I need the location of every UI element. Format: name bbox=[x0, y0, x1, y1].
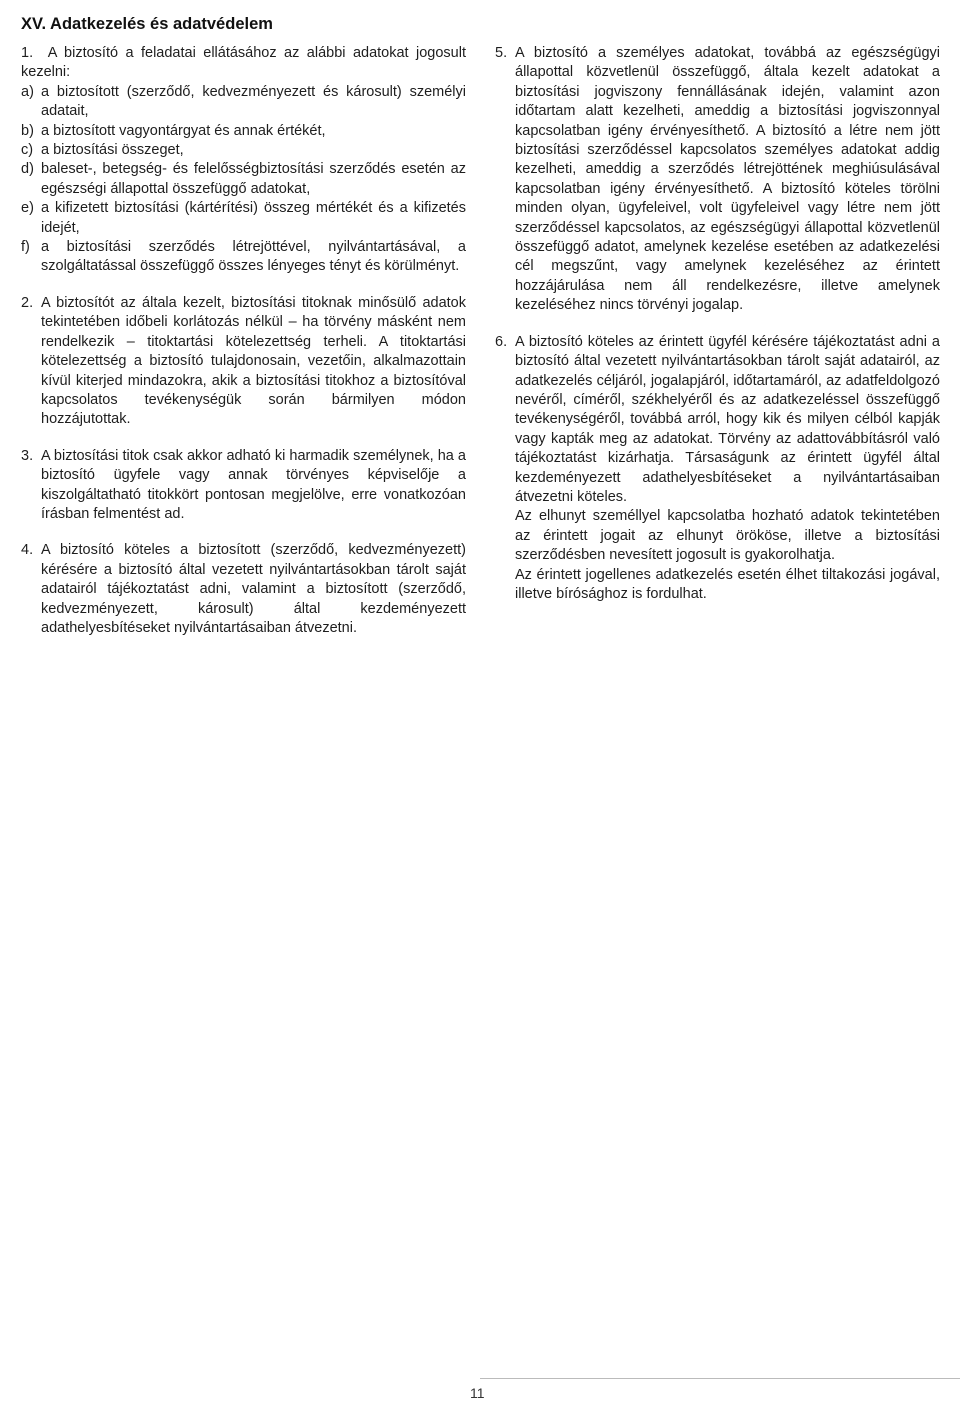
paragraph-continuation: Az érintett jogellenes adatkezelés esetén élhet tiltakozási jogával, illetve bírósághoz is fordulhat. bbox=[515, 566, 940, 602]
paragraph-4 bbox=[21, 541, 466, 638]
paragraph-text: A biztosítási titok csak akkor adható ki harmadik személynek, ha a biztosító ügyfele vagy annak törvényes képviselője a kiszolgáltatható titokkört pontosan megjelölve, erre vonatkozóan írásban felmentést ad. bbox=[41, 447, 466, 522]
list-item bbox=[21, 122, 466, 141]
left-column bbox=[21, 44, 466, 655]
list-item-letter: c) bbox=[21, 142, 34, 159]
paragraph-text: A biztosítót az általa kezelt, biztosítási titoknak minősülő adatok tekintetében időbeli korlátozás nélkül – ha törvény másként nem rendelkezik – titoktartási kötelezettség terheli. A titoktartási kötelezettség a biztosító tulajdonosain, vezetőin, alkalmazottain kívül kiterjed mindazokra, akik a biztosítási titokhoz a biztosítóval kapcsolatos tevékenységük során bármilyen módon hozzájutottak. bbox=[41, 294, 466, 428]
list-item-text: baleset-, betegség- és felelősségbiztosítási szerződés esetén az egészségi állapottal összefüggő adatokat, bbox=[41, 161, 466, 197]
paragraph-text: A biztosító a személyes adatokat, továbbá az egészségügyi állapottal közvetlenül összefüggő, általa kezelt adatokat a biztosítási jogviszony fennállásának idején, valamint azon időtartam alatt kezelheti, ameddig a biztosítási jogviszonnyal kapcsolatban igény érvényesíthető. A biztosító a létre nem jött biztosítási szerződéssel kapcsolatos személyes adatokat addig kezelheti, ameddig a szerződés létrejöttének meghiúsulásával kapcsolatban igény érvényesíthető. A biztosító köteles törölni minden olyan, ügyfeleivel, volt ügyfeleivel vagy létre nem jött szerződéssel kapcsolatos, az egészségügyi állapottal közvetlenül összefüggő adatot, amelynek kezelése esetében az adatkezelési cél megszűnt, vagy amelynek kezeléséhez az érintett hozzájárulása nem áll rendelkezésre, illetve amelynek kezeléséhez nincs törvényi jogalap. bbox=[515, 45, 940, 314]
list-item-letter: d) bbox=[21, 161, 34, 178]
paragraph-5 bbox=[495, 44, 940, 316]
paragraph-number: 6. bbox=[495, 333, 508, 350]
list-item-text: a kifizetett biztosítási (kártérítési) összeg mértékét és a kifizetés idejét, bbox=[41, 200, 466, 236]
list-item-letter: b) bbox=[21, 122, 34, 139]
page-number: 11 bbox=[470, 1385, 485, 1401]
paragraph-2 bbox=[21, 294, 466, 430]
list-item bbox=[21, 238, 466, 277]
list-item bbox=[21, 141, 466, 160]
paragraph-text: A biztosító köteles a biztosított (szerződő, kedvezményezett) kérésére a biztosító által vezetett nyilvántartásokban tárolt saját adatairól tájékoztatást adni, valamint a biztosított (szerződő, kedvezményezett, károsult) által kezdeményezett adathelyesbítéseket nyilvántartásaiban átvezetni. bbox=[41, 542, 466, 636]
paragraph-text: A biztosító a feladatai ellátásához az alábbi adatokat jogosult kezelni: bbox=[21, 45, 466, 81]
paragraph-number: 1. bbox=[21, 45, 34, 61]
list-item-letter: f) bbox=[21, 239, 30, 256]
list-item-letter: e) bbox=[21, 200, 34, 217]
list-item bbox=[21, 83, 466, 122]
paragraph-1 bbox=[21, 44, 466, 277]
list-item-text: a biztosított (szerződő, kedvezményezett és károsult) személyi adatait, bbox=[41, 83, 466, 120]
data-list bbox=[21, 83, 466, 277]
right-column bbox=[495, 44, 940, 621]
paragraph-number: 2. bbox=[21, 294, 34, 311]
list-item-letter: a) bbox=[21, 83, 34, 100]
list-item-text: a biztosítási összeget, bbox=[41, 142, 184, 159]
list-item bbox=[21, 160, 466, 199]
paragraph-number: 4. bbox=[21, 542, 34, 559]
list-item bbox=[21, 199, 466, 238]
section-title: XV. Adatkezelés és adatvédelem bbox=[21, 15, 273, 33]
paragraph-number: 3. bbox=[21, 447, 34, 464]
footer-divider bbox=[480, 1378, 960, 1379]
paragraph-text: A biztosító köteles az érintett ügyfél kérésére tájékoztatást adni a biztosító által vezetett nyilvántartásokban tárolt saját adatairól, az adatkezelés céljáról, jogalapjáról, időtartamáról, az adatfeldolgozó nevéről, címéről, székhelyéről és az adatkezeléssel összefüggő tevékenységéről, továbbá arról, hogy kik és milyen célból kapják vagy kapták meg az adatokat. Törvény az adattovábbításról való tájékoztatást kizárhatja. Társaságunk az érintett ügyfél által kezdeményezett adathelyesbítéseket a nyilvántartásaiban átvezetni köteles. bbox=[515, 333, 940, 505]
list-item-text: a biztosított vagyontárgyat és annak értékét, bbox=[41, 122, 326, 139]
paragraph-continuation: Az elhunyt személlyel kapcsolatba hozható adatok tekintetében az érintett jogait az elhunyt örököse, illetve a biztosítási szerződésben nevesített jogosult is gyakorolhatja. bbox=[515, 508, 940, 564]
list-item-text: a biztosítási szerződés létrejöttével, nyilvántartásával, a szolgáltatással összefüggő összes lényeges tényt és körülményt. bbox=[41, 239, 466, 275]
paragraph-6 bbox=[495, 333, 940, 605]
paragraph-number: 5. bbox=[495, 45, 508, 61]
paragraph-3 bbox=[21, 447, 466, 525]
